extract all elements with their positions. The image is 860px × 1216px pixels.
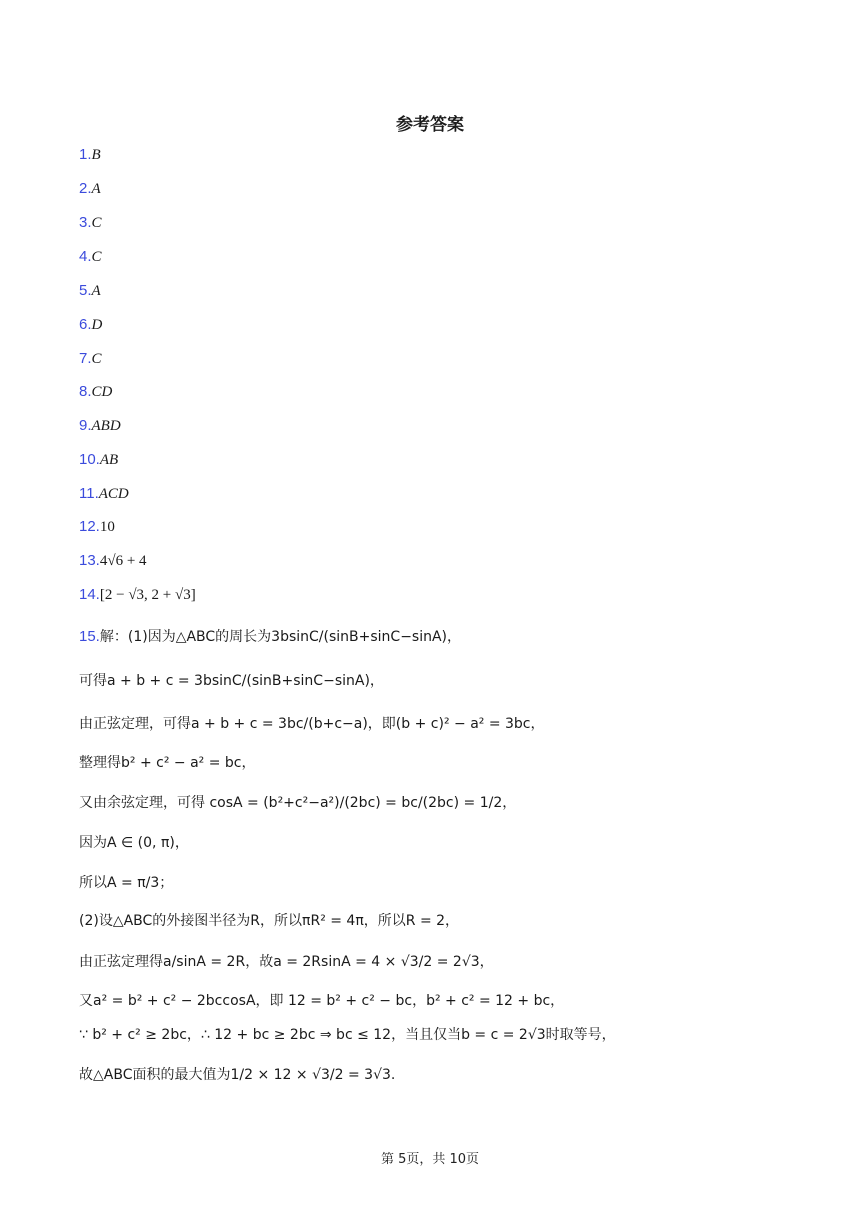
answer-10: 10.AB	[79, 451, 119, 468]
answer-4: 4.C	[79, 248, 102, 265]
solution-line-6: 因为A ∈ (0, π)，	[79, 835, 189, 851]
solution-line-5: 又由余弦定理，可得 cosA = (b²+c²−a²)/(2bc) = bc/(2bc) = 1/2，	[79, 795, 517, 811]
answer-6: 6.D	[79, 316, 103, 333]
solution-line-9: 由正弦定理得a/sinA = 2R，故a = 2RsinA = 4 × √3/2 = 2√3，	[79, 954, 494, 970]
answer-1: 1.B	[79, 146, 101, 163]
answer-2: 2.A	[79, 180, 101, 197]
answer-7: 7.C	[79, 350, 102, 367]
solution-line-12: 故△ABC面积的最大值为1/2 × 12 × √3/2 = 3√3.	[79, 1067, 396, 1083]
solution-line-1: 15.解：(1)因为△ABC的周长为3bsinC/(sinB+sinC−sinA)，	[79, 628, 462, 645]
solution-line-3: 由正弦定理，可得a + b + c = 3bc/(b+c−a)，即(b + c)² − a² = 3bc，	[79, 716, 545, 732]
answer-12: 12.10	[79, 518, 115, 535]
solution-line-2: 可得a + b + c = 3bsinC/(sinB+sinC−sinA)，	[79, 673, 384, 689]
solution-line-7: 所以A = π/3；	[79, 875, 174, 891]
solution-line-8: (2)设△ABC的外接图半径为R，所以πR² = 4π，所以R = 2，	[79, 913, 460, 929]
answer-11: 11.ACD	[79, 485, 129, 502]
answer-9: 9.ABD	[79, 417, 121, 434]
solution-line-10: 又a² = b² + c² − 2bccosA，即 12 = b² + c² − bc，b² + c² = 12 + bc，	[79, 993, 565, 1009]
answer-8: 8.CD	[79, 383, 113, 400]
answer-5: 5.A	[79, 282, 101, 299]
answer-3: 3.C	[79, 214, 102, 231]
page-footer: 第 5页，共 10页	[380, 1152, 480, 1167]
page-title: 参考答案	[396, 115, 464, 135]
solution-line-4: 整理得b² + c² − a² = bc，	[79, 755, 256, 771]
solution-line-11: ∵ b² + c² ≥ 2bc，∴ 12 + bc ≥ 2bc ⇒ bc ≤ 12，当且仅当b = c = 2√3时取等号，	[79, 1027, 616, 1043]
answer-14: 14.[2 − √3, 2 + √3]	[79, 586, 196, 603]
answer-13: 13.4√6 + 4	[79, 552, 147, 569]
